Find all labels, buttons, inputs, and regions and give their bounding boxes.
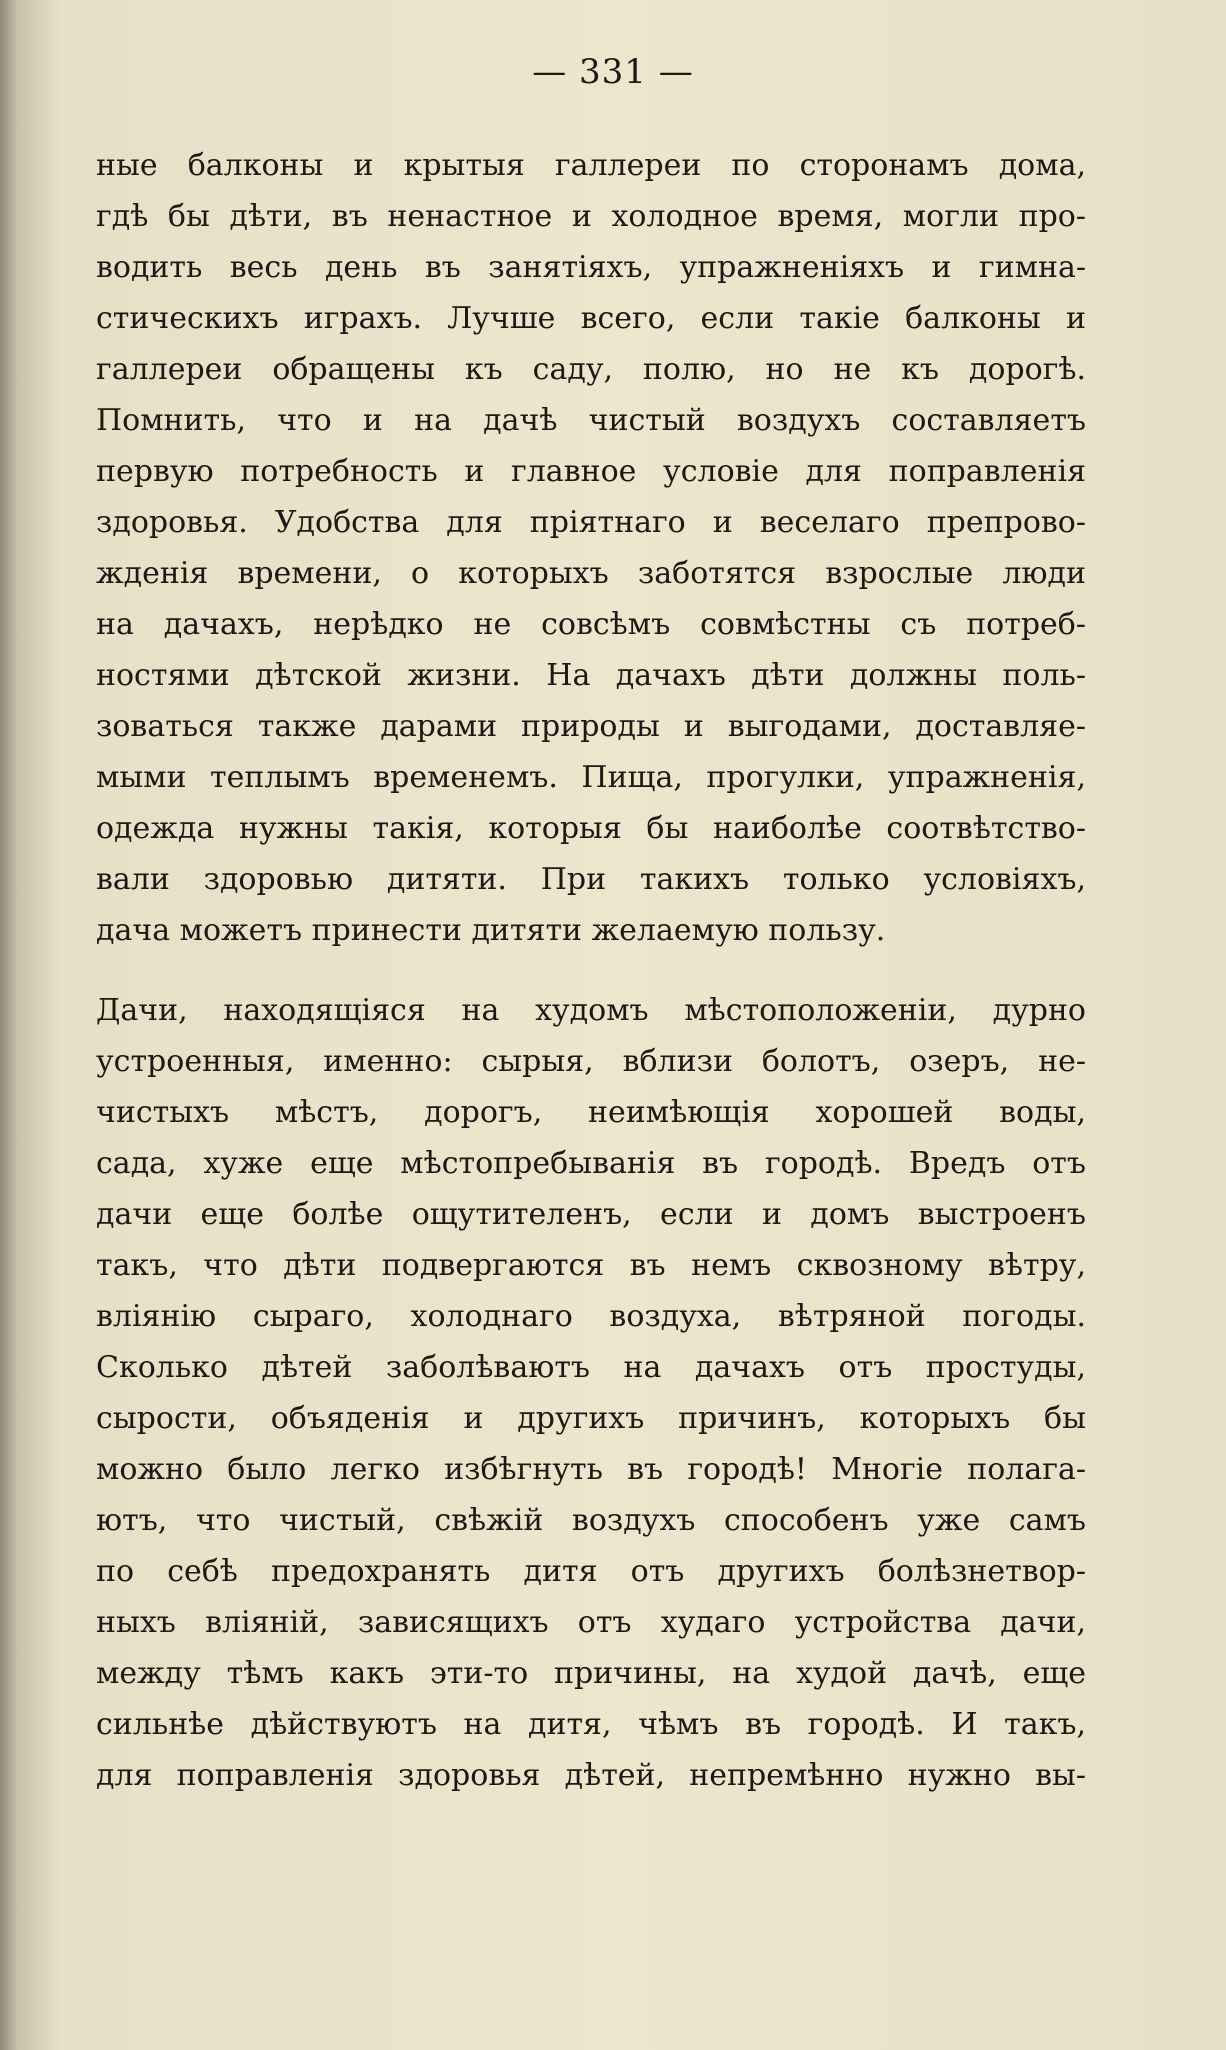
text-line: ютъ, что чистый, свѣжій воздухъ способенъ уже самъ (96, 1503, 1086, 1538)
text-line: Помнить, что и на дачѣ чистый воздухъ составляетъ (96, 403, 1086, 438)
text-line: дача можетъ принести дитяти желаемую пользу. (96, 913, 886, 948)
text-line: сырости, объяденія и другихъ причинъ, которыхъ бы (96, 1401, 1086, 1436)
text-line: жденія времени, о которыхъ заботятся взрослые люди (96, 556, 1086, 591)
text-line: мыми теплымъ временемъ. Пища, прогулки, упражненія, (96, 760, 1086, 795)
text-line: устроенныя, именно: сырыя, вблизи болотъ, озеръ, не- (96, 1044, 1086, 1079)
text-line: ностями дѣтской жизни. На дачахъ дѣти должны поль- (96, 658, 1086, 693)
text-line: первую потребность и главное условіе для поправленія (96, 454, 1086, 489)
text-line: зоваться также дарами природы и выгодами, доставляе- (96, 709, 1086, 744)
text-line: чистыхъ мѣстъ, дорогъ, неимѣющія хорошей воды, (96, 1095, 1086, 1130)
paragraph-2 (96, 985, 1086, 1801)
page-number: — 331 — (532, 52, 694, 92)
text-line: сада, хуже еще мѣстопребыванія въ городѣ. Вредъ отъ (96, 1146, 1086, 1181)
text-line: дачи еще болѣе ощутителенъ, если и домъ выстроенъ (96, 1197, 1086, 1232)
text-line: сильнѣе дѣйствуютъ на дитя, чѣмъ въ городѣ. И такъ, (96, 1707, 1086, 1742)
text-line: водить весь день въ занятіяхъ, упражненіяхъ и гимна- (96, 250, 1086, 285)
text-line: гдѣ бы дѣти, въ ненастное и холодное время, могли про- (96, 199, 1086, 234)
text-line: стическихъ играхъ. Лучше всего, если такіе балконы и (96, 301, 1086, 336)
text-line: вліянію сыраго, холоднаго воздуха, вѣтряной погоды. (96, 1299, 1086, 1334)
text-line: такъ, что дѣти подвергаются въ немъ сквозному вѣтру, (96, 1248, 1086, 1283)
text-line: Сколько дѣтей заболѣваютъ на дачахъ отъ простуды, (96, 1350, 1086, 1385)
text-line: между тѣмъ какъ эти-то причины, на худой дачѣ, еще (96, 1656, 1086, 1691)
text-line: одежда нужны такія, которыя бы наиболѣе соотвѣтство- (96, 811, 1086, 846)
text-line: Дачи, находящіяся на худомъ мѣстоположеніи, дурно (96, 993, 1086, 1028)
text-line: по себѣ предохранять дитя отъ другихъ болѣзнетвор- (96, 1554, 1086, 1589)
text-line: ные балконы и крытыя галлереи по сторонамъ дома, (96, 148, 1086, 183)
text-line: здоровья. Удобства для пріятнаго и веселаго препрово- (96, 505, 1086, 540)
text-line: для поправленія здоровья дѣтей, непремѣнно нужно вы- (96, 1758, 1086, 1793)
text-line: вали здоровью дитяти. При такихъ только условіяхъ, (96, 862, 1086, 897)
text-line: на дачахъ, нерѣдко не совсѣмъ совмѣстны съ потреб- (96, 607, 1086, 642)
text-line: ныхъ вліяній, зависящихъ отъ худаго устройства дачи, (96, 1605, 1086, 1640)
paragraph-1 (96, 140, 1086, 956)
text-line: можно было легко избѣгнуть въ городѣ! Многіе полага- (96, 1452, 1086, 1487)
text-line: галлереи обращены къ саду, полю, но не къ дорогѣ. (96, 352, 1086, 387)
